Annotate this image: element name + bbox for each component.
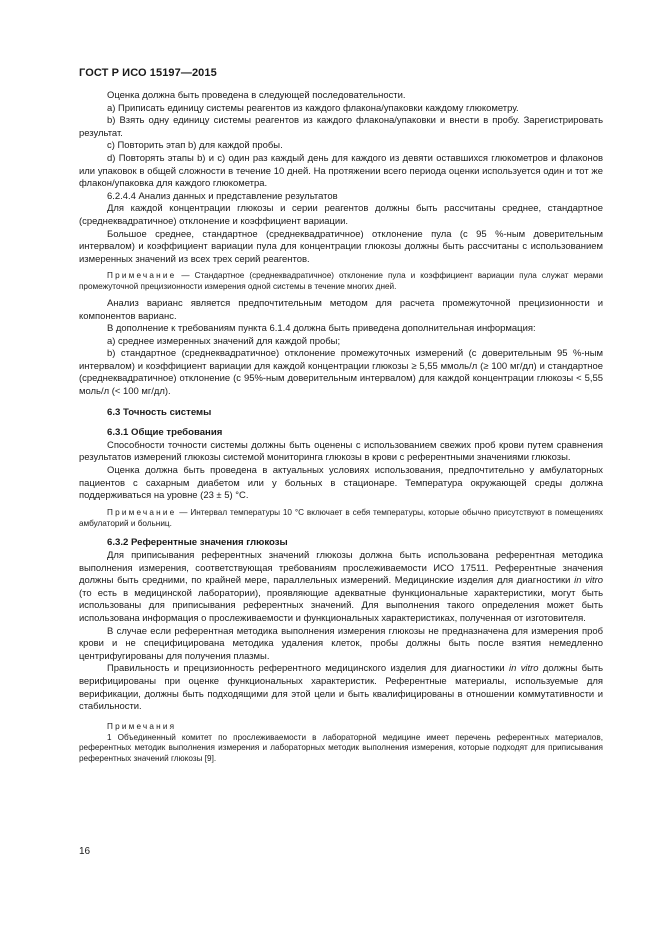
paragraph: Анализ варианс является предпочтительным методом для расчета промежуточной прецизионности и компонентов варианс. [79, 297, 603, 322]
paragraph: В дополнение к требованиям пункта 6.1.4 должна быть приведена дополнительная информация: [107, 323, 536, 335]
paragraph: Большое среднее, стандартное (среднеквадратичное) отклонение пула (с 95 %-ным доверительным интервалом) и коэффициент вариации пула для концентрации глюкозы должны быть рассчитаны с использованием измеренных значений из всех трех серий реагентов. [79, 228, 603, 265]
document-header: ГОСТ Р ИСО 15197—2015 [79, 67, 217, 79]
note-label: Примечание [107, 271, 177, 281]
subsection-heading: 6.3.2 Референтные значения глюкозы [107, 537, 288, 549]
paragraph: Оценка должна быть проведена в следующей последовательности. [107, 90, 406, 101]
list-item: а) Приписать единицу системы реагентов из каждого флакона/упаковки каждому глюкометру. [107, 102, 519, 114]
notes-heading: Примечания [107, 721, 177, 731]
paragraph: Для каждой концентрации глюкозы и серии реагентов должны быть рассчитаны среднее, стандартное (среднеквадратичное) отклонение и коэффициент вариации. [79, 203, 603, 227]
note: 1 Объединенный комитет по прослеживаемости в лабораторной медицине имеет перечень референтных материалов, референтных методик выполнения измерения и лабораторных методик выполнения измерения, которые подходят для приписывания референтных значений глюкозы [9]. [79, 732, 603, 764]
paragraph: В случае если референтная методика выполнения измерения глюкозы не предназначена для измерения проб крови и не специфицирована методика удаления клеток, пробы должны быть после взятия немедленно центрифугированы для получения плазмы. [79, 625, 603, 662]
note-text: — Стандартное (среднеквадратичное) отклонение пула и коэффициент вариации пула служат мерами промежуточной прецизионности измерения одной системы в течение многих дней. [79, 271, 603, 292]
list-item: b) стандартное (среднеквадратичное) отклонение промежуточных измерений (с доверительным 95 %-ным интервалом) и коэффициент вариации для каждой концентрации глюкозы ≥ 5,55 ммоль/л (≥ 100 мг/дл) и стандартное (среднеквадратичное) отклонение (с 95%-ным доверительным интервалом) для каждой концентрации глюкозы < 5,55 моль/л (< 100 мг/дл). [79, 348, 603, 398]
note-label: Примечание [107, 507, 177, 517]
italic-term: in vitro [574, 575, 604, 587]
paragraph: Оценка должна быть проведена в актуальных условиях использования, предпочтительно у амбулаторных пациентов с сахарным диабетом или у больных в стационаре. Температура окружающей среды должна поддерживаться на уровне (23 ± 5) °С. [79, 465, 603, 502]
note [79, 271, 603, 293]
subsection-heading: 6.3.1 Общие требования [107, 427, 223, 439]
page-number: 16 [79, 846, 91, 857]
section-heading: 6.3 Точность системы [107, 406, 212, 418]
note [79, 508, 603, 530]
paragraph: Способности точности системы должны быть оценены с использованием свежих проб крови путем сравнения результатов измерений глюкозы системой мониторинга глюкозы в крови с референтными значениями глюкозы. [79, 439, 603, 464]
list-item: c) Повторить этап b) для каждой пробы. [107, 140, 283, 152]
paragraph: Для приписывания референтных значений глюкозы должна быть использована референтная методика выполнения измерения, соответствующая требованиям прослеживаемости ИСО 17511. Референтные значения должны быть средними, по крайней мере, параллельных измерений. Медицинские изделия для диагностики in vitro (то есть в медицинской лаборатории), проявляющие адекватные функциональные характеристики, могут быть использованы для приписывания референтных значений. Для выполнения такого определения может быть использована информация о прослеживаемости и функциональных характеристиках, полученная от изготовителя. [79, 550, 604, 624]
italic-term: in vitro [509, 663, 539, 675]
note-text: — Интервал температуры 10 °С включает в себя температуры, которые обычно присутствуют в помещениях амбулаторий и больниц. [79, 507, 603, 528]
page-content [79, 90, 603, 765]
paragraph: Правильность и прецизионность референтного медицинского изделия для диагностики in vitro должны быть верифицированы при оценке функциональных характеристик. Референтные материалы, используемые для верификации, должны быть подходящими для этой цели и быть квалифицированы в отношении коммутативности и стабильности. [79, 663, 603, 713]
list-item: d) Повторять этапы b) и c) один раз каждый день для каждого из девяти оставшихся глюкометров и флаконов или упаковок в общей сложности в течение 10 дней. На протяжении всего периода оценки используется один и тот же флакон/упаковка для каждого глюкометра. [79, 152, 603, 190]
list-item: а) среднее измеренных значений для каждой пробы; [107, 335, 341, 347]
section-heading: 6.2.4.4 Анализ данных и представление результатов [107, 190, 338, 202]
list-item: b) Взять одну единицу системы реагентов из каждого флакона/упаковки и внести в пробу. Зарегистрировать результат. [79, 115, 603, 139]
